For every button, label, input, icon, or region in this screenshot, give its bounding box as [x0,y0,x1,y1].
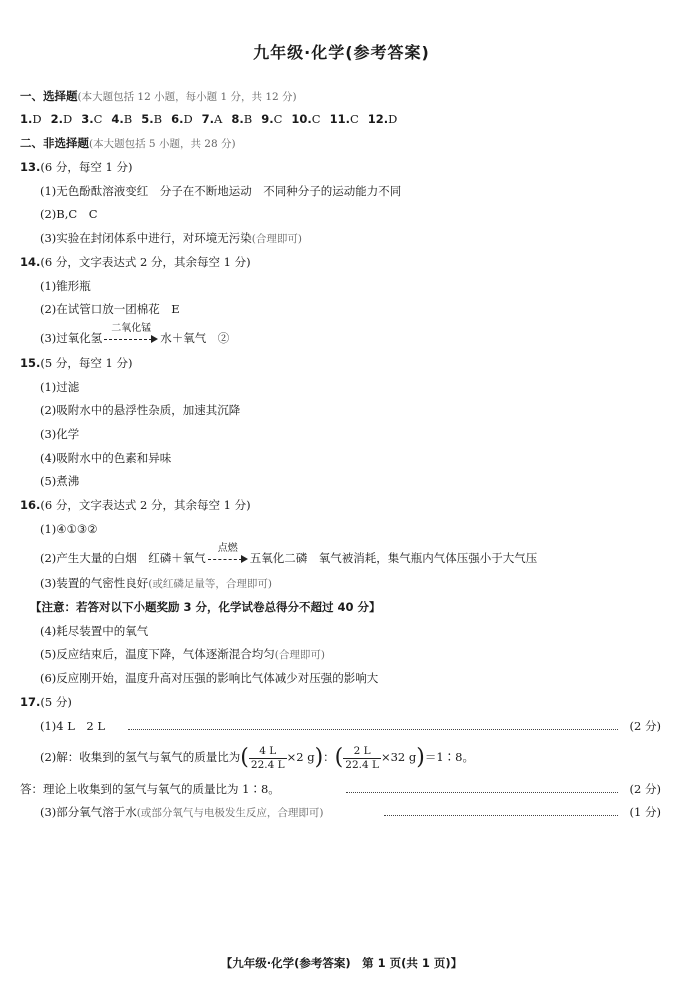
reaction-arrow [208,543,248,564]
page-title: 九年级·化学(参考答案) [253,43,430,62]
q16-answer-3 [40,575,272,592]
q17-header [20,694,72,710]
q13-points: (6 分，每空 1 分) [40,160,133,174]
section-2-note: (本大题包括 5 小题，共 28 分) [89,138,236,150]
q13-answer-3-note: (合理即可) [251,233,302,245]
q16-answer-5 [40,646,325,663]
mc-answer: 9.C [261,112,283,126]
fraction-oxygen: $\frac{2 L}{22.4 L}$ [345,744,379,771]
q17-ratio-result: ＝1∶8。 [424,750,474,764]
section-2-heading: 二、非选择题 [20,136,89,150]
q17-answer-3-text: (3)部分氧气溶于水 [40,805,137,819]
q16-answer-2 [40,543,538,566]
q14-products: 水＋氧气 ② [160,331,230,345]
mc-answer: 1.D [20,112,42,126]
q16-answer-3-text: (3)装置的气密性良好 [40,576,149,590]
q16-answer-3-note: (或红磷足量等，合理即可) [148,578,272,590]
bonus-notice: 【注意：若答对以下小题奖励 3 分，化学试卷总得分不超过 40 分】 [30,600,381,614]
q14-answer-1: (1)锥形瓶 [40,279,91,293]
q13-header [20,159,132,175]
q17-answer-3-note: (或部分氧气与电极发生反应，合理即可) [136,807,324,819]
q13-number: 13. [20,160,41,174]
q15-header [20,355,132,371]
q16-reactants: (2)产生大量的白烟 红磷＋氧气 [40,551,206,565]
q15-answer-5: (5)煮沸 [40,474,80,488]
q15-answer-1: (1)过滤 [40,380,80,394]
q14-points: (6 分，文字表达式 2 分，其余每空 1 分) [40,255,251,269]
q13-answer-3-text: (3)实验在封闭体系中进行，对环境无污染 [40,231,252,245]
ratio-separator: ： [323,750,335,764]
dotted-leader [128,729,618,730]
q14-answer-3 [40,323,230,346]
q16-answer-5-note: (合理即可) [274,649,325,661]
mc-answer: 5.B [141,112,163,126]
page-footer: 【九年级·化学(参考答案) 第 1 页(共 1 页)】 [220,956,463,970]
q17-answer-3-score: (1 分) [629,805,661,819]
mc-answer: 10.C [291,112,321,126]
q13-answer-3 [40,230,302,247]
reaction-condition: 点燃 [217,543,238,554]
mc-answer: 2.D [50,112,73,126]
q14-reactant: (3)过氧化氢 [40,331,103,345]
mc-answer: 8.B [231,112,253,126]
q17-answer-2-lead: (2)解：收集到的氢气与氧气的质量比为 [40,750,241,764]
section-1-header [20,88,297,105]
q17-conclusion-score: (2 分) [629,782,661,796]
mc-answer: 7.A [201,112,223,126]
fraction-hydrogen: $\frac{4 L}{22.4 L}$ [250,744,285,771]
q17-answer-2: (2)解：收集到的氢气与氧气的质量比为( $\frac{4 L}{22.4 L}$ ×2 g)：( $\frac{2 L}{22.4 L}$ ×32 g)＝1∶8。 [40,744,474,771]
mc-answer: 6.D [171,112,193,126]
q17-number: 17. [20,695,41,709]
q14-answer-2: (2)在试管口放一团棉花 E [40,302,180,316]
q15-number: 15. [20,356,41,370]
q17-answer-1-score: (2 分) [629,719,661,733]
mc-answer: 4.B [111,112,133,126]
dotted-leader [384,815,618,816]
mc-answer: 12.D [367,112,398,126]
reaction-condition: 二氧化锰 [111,323,152,334]
q15-answer-4: (4)吸附水中的色素和异味 [40,451,172,465]
q14-number: 14. [20,255,41,269]
multiple-choice-answers [20,111,406,127]
q13-answer-2: (2)B,C C [40,207,98,221]
q16-number: 16. [20,498,41,512]
q16-answer-4: (4)耗尽装置中的氧气 [40,624,149,638]
q14-header [20,254,251,270]
q15-answer-3: (3)化学 [40,427,80,441]
dotted-leader [346,792,618,793]
q16-header [20,497,251,513]
q16-answer-6: (6)反应刚开始，温度升高对压强的影响比气体减少对压强的影响大 [40,671,379,685]
q16-products: 五氧化二磷 氧气被消耗，集气瓶内气体压强小于大气压 [249,551,538,565]
q17-conclusion: 答：理论上收集到的氢气与氧气的质量比为 1∶8。 [20,782,280,796]
reaction-arrow [104,323,158,344]
oxygen-mass-factor: ×32 g [380,750,417,764]
q16-answer-5-text: (5)反应结束后，温度下降，气体逐渐混合均匀 [40,647,275,661]
q17-answer-1: (1)4 L 2 L [40,719,106,733]
q17-points: (5 分) [40,695,72,709]
q16-points: (6 分，文字表达式 2 分，其余每空 1 分) [40,498,251,512]
q16-answer-1: (1)④①③② [40,522,98,536]
q15-answer-2: (2)吸附水中的悬浮性杂质，加速其沉降 [40,403,241,417]
q15-points: (5 分，每空 1 分) [40,356,133,370]
hydrogen-mass-factor: ×2 g [286,750,315,764]
mc-answer: 3.C [81,112,103,126]
q17-answer-3 [40,804,324,821]
section-1-heading: 一、选择题 [20,89,78,103]
section-2-header [20,135,236,152]
section-1-note: (本大题包括 12 小题，每小题 1 分，共 12 分) [77,91,297,103]
mc-answer: 11.C [329,112,359,126]
q13-answer-1: (1)无色酚酞溶液变红 分子在不断地运动 不同种分子的运动能力不同 [40,184,402,198]
